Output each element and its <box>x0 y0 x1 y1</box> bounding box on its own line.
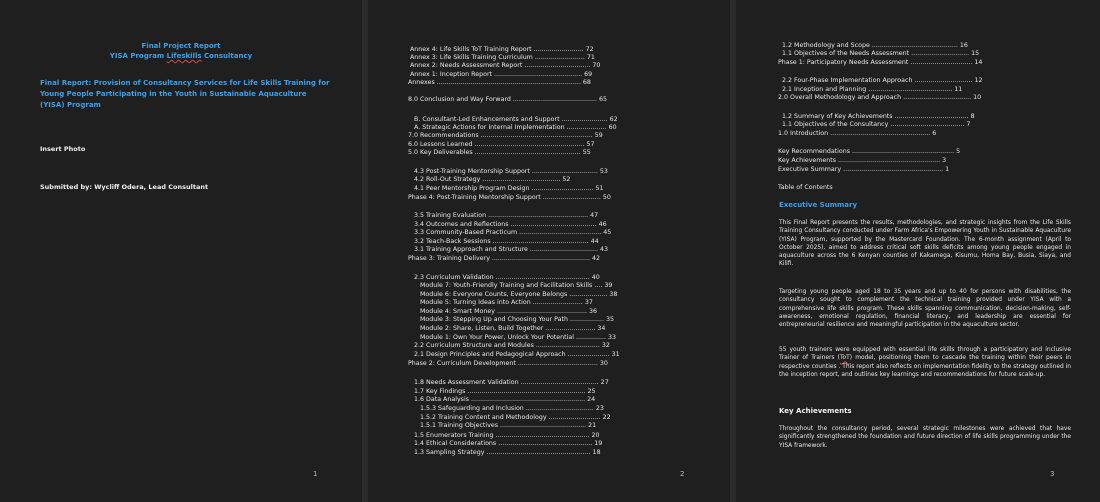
toc-entry[interactable]: 1.2 Summary of Key Achievements ..................................... 8 <box>782 113 975 120</box>
toc-entry[interactable]: 5.0 Key Deliverables ..................................................... 55 <box>408 149 591 156</box>
toc-entry[interactable]: 2.1 Inception and Planning .......................................... 11 <box>782 86 963 93</box>
toc-entry[interactable]: B. Consultant-Led Enhancements and Support ....................... 62 <box>414 116 618 123</box>
paragraph-text: 55 youth trainers were equipped with essential life skills through a participatory and inclusive Trainer of Trainers ( <box>779 347 1071 362</box>
toc-entry[interactable]: Key Recommendations ................................................... 5 <box>778 148 961 155</box>
toc-entry[interactable]: 1.5.2 Training Content and Methodology .......................... 22 <box>420 414 611 421</box>
toc-entry[interactable]: 2.2 Four-Phase Implementation Approach ............................. 12 <box>782 77 983 84</box>
toc-entry[interactable]: Table of Contents <box>778 184 833 191</box>
toc-entry[interactable]: Annex 3: Life Skills Training Curriculum ......................... 71 <box>410 54 595 61</box>
toc-entry[interactable]: Module 6: Everyone Counts, Everyone Belongs ................... 38 <box>420 291 618 298</box>
toc-entry[interactable]: Phase 1: Participatory Needs Assessment ............................... 14 <box>778 59 983 66</box>
toc-entry[interactable]: 3.5 Training Evaluation .................................................. 47 <box>414 212 599 219</box>
report-subtitle <box>0 51 362 61</box>
toc-entry[interactable]: 1.8 Needs Assessment Validation ....................................... 27 <box>414 379 609 386</box>
toc-entry[interactable]: 1.3 Sampling Strategy .................................................... 18 <box>414 449 601 456</box>
toc-entry[interactable]: Module 4: Smart Money ............................................. 36 <box>420 308 598 315</box>
toc-entry[interactable]: 2.1 Design Principles and Pedagogical Approach ..................... 31 <box>414 351 620 358</box>
toc-entry[interactable]: 1.4 Ethical Considerations ............................................... 19 <box>414 440 603 447</box>
toc-entry[interactable]: Key Achievements ................................................... 3 <box>778 157 947 164</box>
toc-entry[interactable]: Module 3: Stepping Up and Choosing Your Path ................. 35 <box>420 316 614 323</box>
toc-entry[interactable]: 1.6 Data Analysis ......................................................... 24 <box>414 396 596 403</box>
page-3 <box>736 0 1100 502</box>
toc-entry[interactable]: Annex 2: Needs Assessment Report ................................. 70 <box>410 62 601 69</box>
submitted-by: Submitted by: Wycliff Odera, Lead Consultant <box>40 183 209 191</box>
subtitle-text-end: Consultancy <box>201 52 253 60</box>
report-heading: Final Report: Provision of Consultancy Services for Life Skills Training for Young People Participating in the Youth in Sustainable Aquaculture (YISA) Program <box>40 79 330 109</box>
toc-entry[interactable]: 4.1 Peer Mentorship Program Design ............................... 51 <box>414 185 604 192</box>
toc-entry[interactable]: 2.2 Curriculum Structure and Modules ................................ 32 <box>414 342 610 349</box>
toc-entry[interactable]: 1.2 Methodology and Scope ........................................... 16 <box>782 42 968 49</box>
toc-entry[interactable]: 2.3 Curriculum Validation ............................................... 40 <box>414 274 600 281</box>
paragraph <box>779 346 1071 379</box>
toc-entry[interactable]: 3.2 Teach-Back Sessions ................................................ 44 <box>414 238 599 245</box>
toc-entry[interactable]: Phase 4: Post-Training Mentorship Support ............................. 50 <box>408 194 611 201</box>
toc-entry[interactable]: Annex 4: Life Skills ToT Training Report ......................... 72 <box>410 46 594 53</box>
key-achievements-heading: Key Achievements <box>779 407 852 415</box>
toc-entry[interactable]: Annex 1: Inception Report ............................................ 69 <box>410 71 593 78</box>
toc-entry[interactable]: 7.0 Recommendations ........................................................ 59 <box>408 132 603 139</box>
spellcheck-word: Lifeskills <box>166 52 202 60</box>
toc-entry[interactable]: 4.3 Post-Training Mentorship Support ................................. 53 <box>414 168 608 175</box>
paragraph: Targeting young people aged 18 to 35 years and up to 40 for persons with disabilities, the consultancy sought to complement the technical training provided under YISA with a comprehensive life skills program. These skills spanning communication, decision-making, self-awareness, emotional regulation, financial literacy, and leadership are essential for entrepreneurial resilience and meaningful participation in the aquaculture sector. <box>779 289 1071 329</box>
page-number: 1 <box>313 470 318 478</box>
toc-entry[interactable]: 1.7 Key Findings ........................................................... 25 <box>414 388 596 395</box>
toc-entry[interactable]: 6.0 Lessons Learned ....................................................... 57 <box>408 141 595 148</box>
toc-entry[interactable]: 1.5.1 Training Objectives ........................................... 21 <box>420 422 597 429</box>
toc-entry[interactable]: 1.5.3 Safeguarding and Inclusion .................................. 23 <box>420 405 604 412</box>
toc-entry[interactable]: A. Strategic Actions for Internal Implementation .................... 60 <box>414 124 617 131</box>
paragraph-text-end: ) model, positioning them to cascade the training within their peers in respective counties . This report also reflects on implementation fidelity to the strategy outlined in the inception report, and outlines key learnings and recommendations for future scale-up. <box>779 355 1071 378</box>
spellcheck-word: ToT <box>839 355 850 362</box>
toc-entry[interactable]: 1.0 Introduction .................................................. 6 <box>778 130 937 137</box>
toc-entry[interactable]: Module 1: Own Your Power, Unlock Your Potential ............... 33 <box>420 334 616 341</box>
toc-entry[interactable]: Phase 3: Training Delivery ................................................. 42 <box>408 255 601 262</box>
toc-entry[interactable]: Module 7: Youth-Friendly Training and Facilitation Skills .... 39 <box>420 282 613 289</box>
page-2 <box>368 0 730 502</box>
toc-entry[interactable]: Executive Summary .................................................. 1 <box>778 166 950 173</box>
page-number: 3 <box>1050 470 1055 478</box>
page-number: 2 <box>680 470 685 478</box>
toc-entry[interactable]: 3.1 Training Approach and Structure .................................. 43 <box>414 246 608 253</box>
paragraph: Throughout the consultancy period, several strategic milestones were achieved that have significantly strengthened the foundation and future direction of life skills programming under the YISA framework. <box>779 426 1071 449</box>
toc-entry[interactable]: Annexes ........................................................................ 68 <box>408 79 591 86</box>
toc-entry[interactable]: 2.0 Overall Methodology and Approach .................................. 10 <box>778 94 982 101</box>
toc-entry[interactable]: Module 2: Share, Listen, Build Together ......................... 34 <box>420 325 606 332</box>
insert-photo-placeholder: Insert Photo <box>40 145 86 153</box>
subtitle-text: YISA Program <box>109 52 167 60</box>
toc-entry[interactable]: Module 5: Turning Ideas into Action ......................... 37 <box>420 299 593 306</box>
toc-entry[interactable]: 1.5 Enumerators Training ............................................... 20 <box>414 432 600 439</box>
report-title: Final Project Report <box>141 42 221 50</box>
toc-entry[interactable]: 8.0 Conclusion and Way Forward .......................................... 65 <box>408 96 607 103</box>
toc-entry[interactable]: 3.3 Community-Based Practicum ......................................... 45 <box>414 229 612 236</box>
toc-entry[interactable]: 1.1 Objectives of the Consultancy ..................................... 7 <box>782 121 971 128</box>
toc-entry[interactable]: Phase 2: Curriculum Development ........................................ 30 <box>408 360 608 367</box>
paragraph: This Final Report presents the results, methodologies, and strategic insights from the Life Skills Training Consultancy conducted under Farm Africa's Empowering Youth in Sustainable Aquaculture (YISA) Program, supported by the Mastercard Foundation. The 6-month assignment (April to October 2025), aimed to address critical soft skills deficits among young people engaged in aquaculture across the 6 Kenyan counties of Kakamega, Kisumu, Homa Bay, Busia, Siaya, and Kilifi. <box>779 220 1071 268</box>
toc-entry[interactable]: 3.4 Outcomes and Reflections ........................................... 46 <box>414 221 607 228</box>
toc-entry[interactable]: 4.2 Roll-Out Strategy ....................................... 52 <box>414 176 571 183</box>
executive-summary-heading: Executive Summary <box>779 201 858 209</box>
page-1 <box>0 0 362 502</box>
toc-entry[interactable]: 1.1 Objectives of the Needs Assessment ............................. 15 <box>782 50 980 57</box>
